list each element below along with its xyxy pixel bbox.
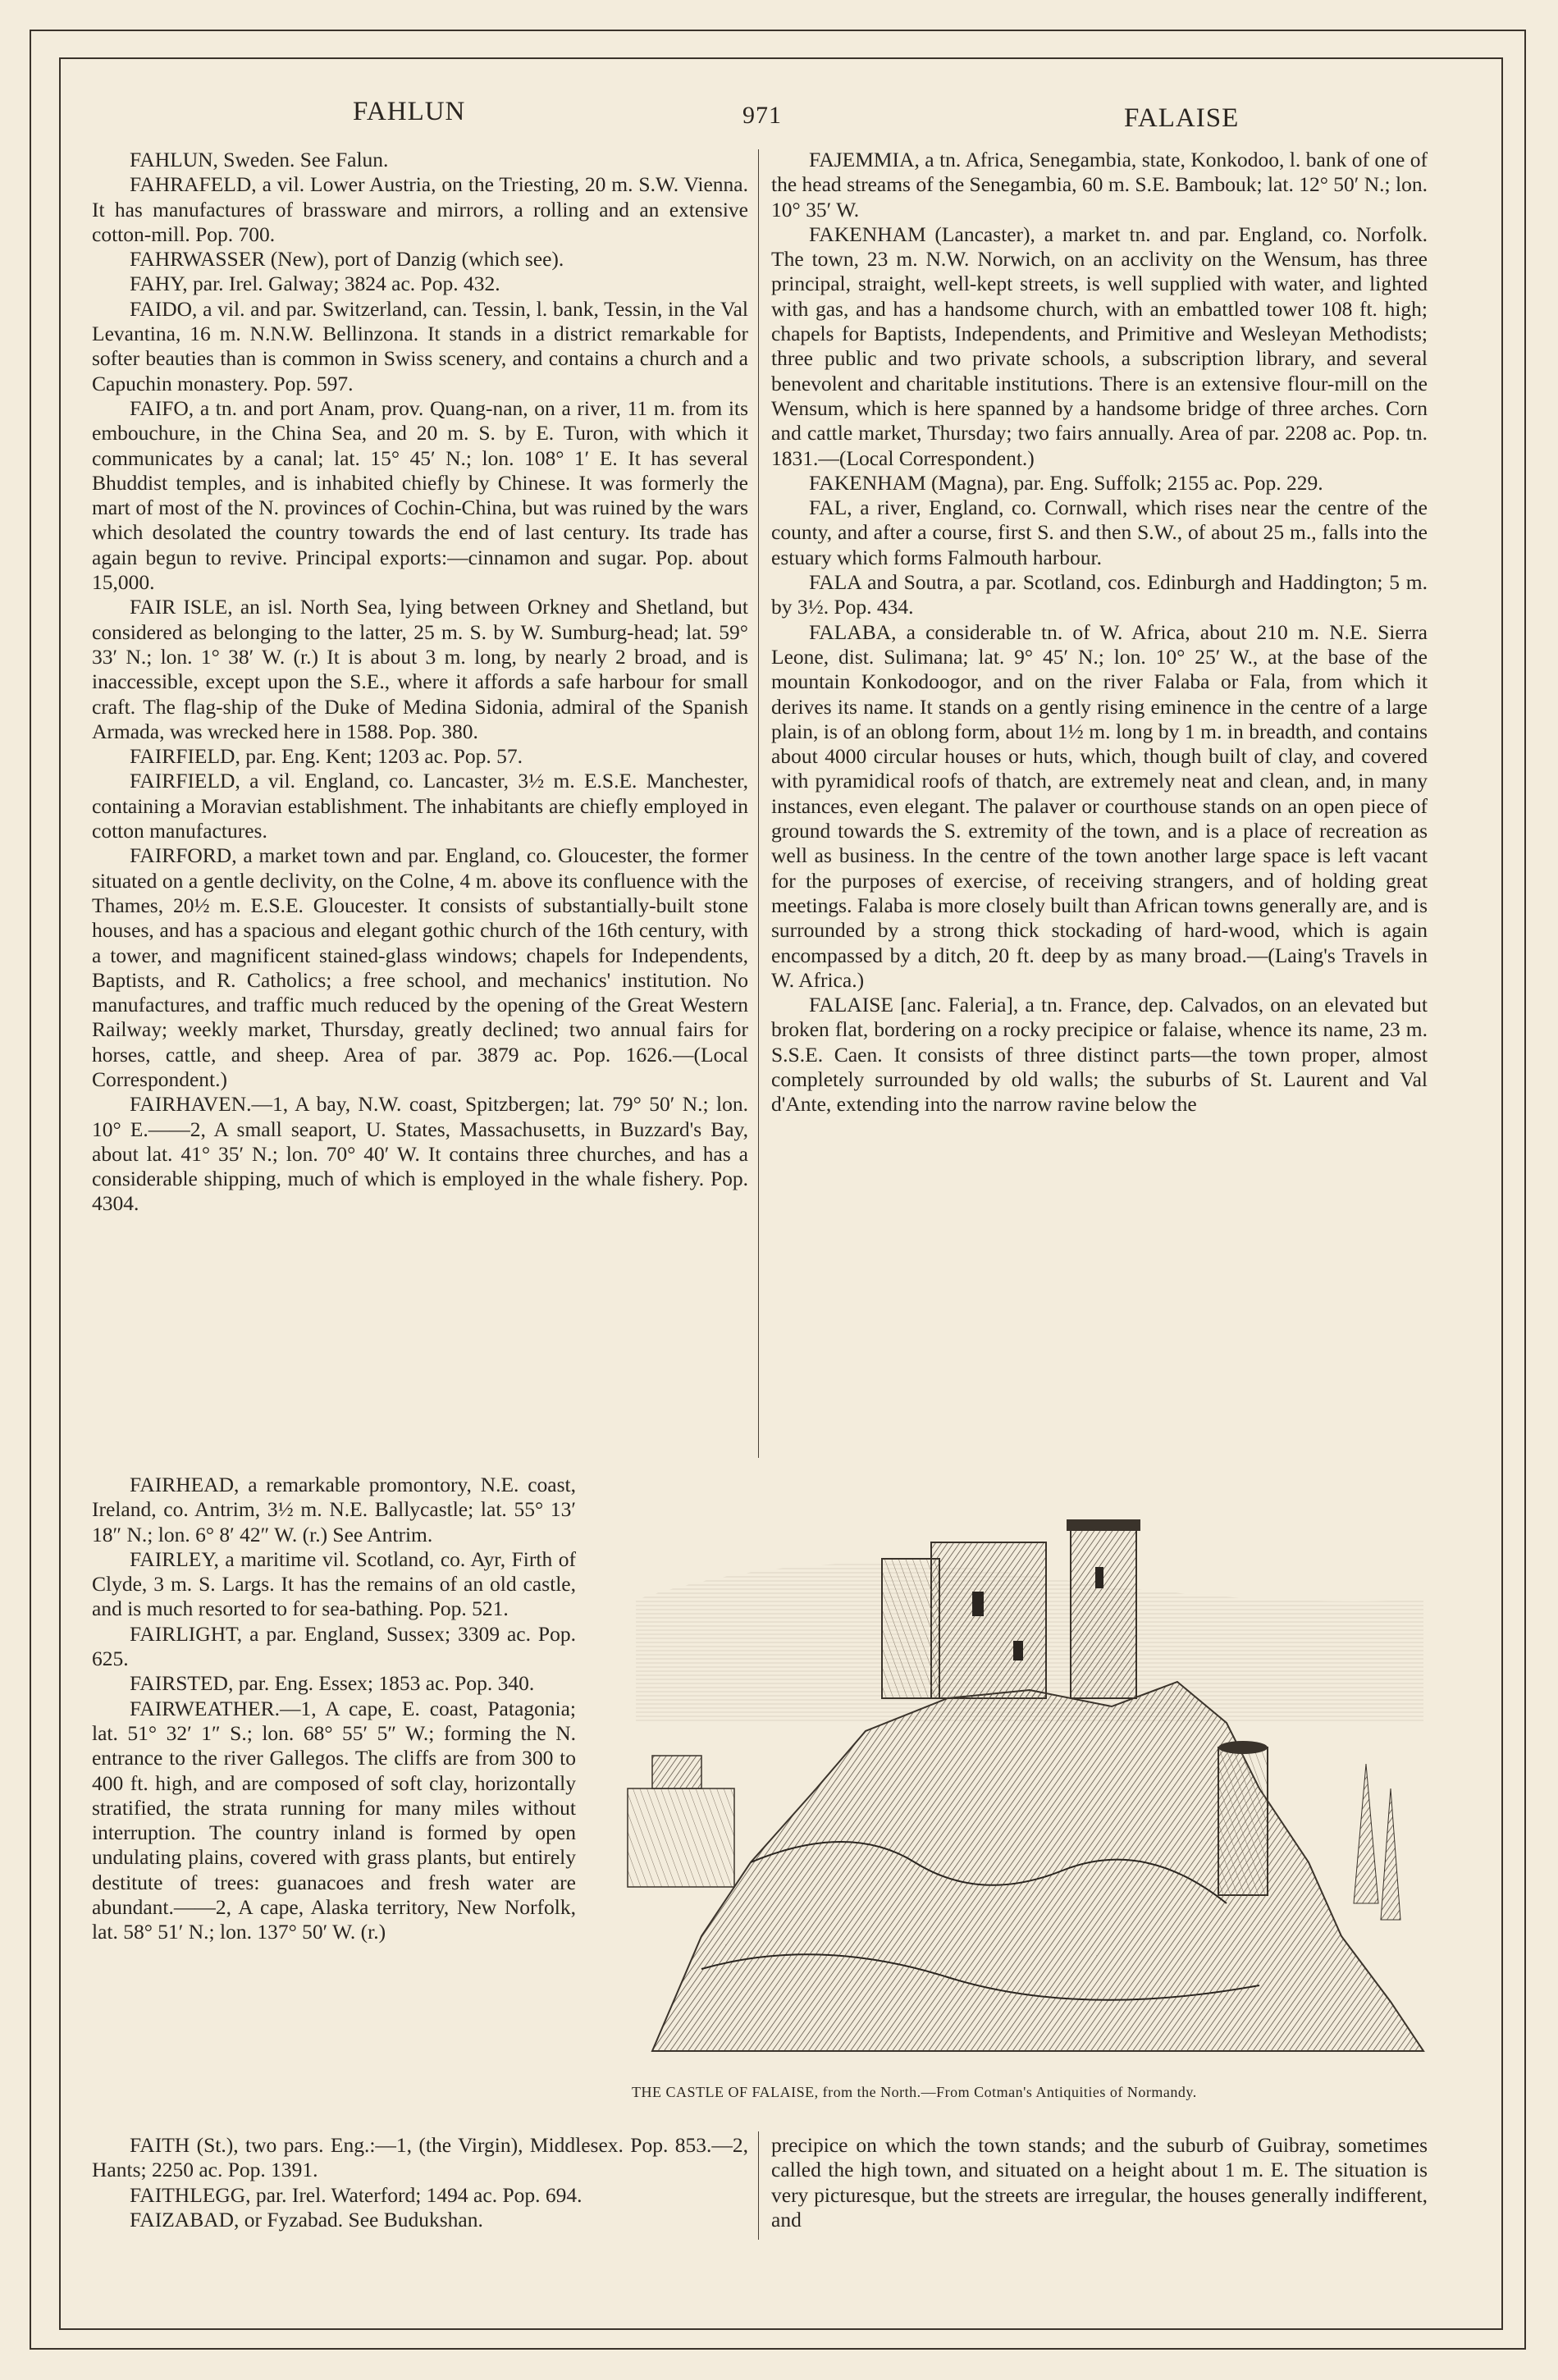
header-right-word: FALAISE — [1124, 103, 1240, 133]
entry-fahlun: FAHLUN, Sweden. See Falun. — [130, 148, 389, 171]
entry-fairlight: FAIRLIGHT, a par. England, Sussex; 3309 ac. Pop. 625. — [92, 1621, 576, 1671]
entry-fair-isle: FAIR ISLE, an isl. North Sea, lying between Orkney and Shetland, but considered as belonging to the latter, 25 m. S. by W. Sumburg-head; lat. 59° 33′ N.; lon. 1° 38′ W. (r.) It is about 3 m. long, by nearly 2 broad, and is inaccessible, except upon the S.E., where it affords a safe harbour for small craft. The flag-ship of the Duke of Medina Sidonia, admiral of the Spanish Armada, was wrecked here in 1588. Pop. 380. — [92, 595, 748, 743]
left-narrow-column — [92, 1473, 576, 1945]
entry-falaise: FALAISE [anc. Faleria], a tn. France, dep. Calvados, on an elevated but broken flat, bordering on a rocky precipice or falaise, whence its name, 23 m. S.S.E. Caen. It consists of three distinct parts—the town proper, almost completely surrounded by old walls; the suburbs of St. Laurent and Val d'Ante, extending into the narrow ravine below the — [771, 993, 1428, 1117]
right-bottom-column — [771, 2133, 1428, 2232]
column-rule — [758, 149, 759, 1458]
entry-fairfield-lancaster: FAIRFIELD, a vil. England, co. Lancaster, 3½ m. E.S.E. Manchester, containing a Moravian establishment. The inhabitants are chiefly employed in cotton manufactures. — [92, 769, 748, 843]
entry-faizabad: FAIZABAD, or Fyzabad. See Budukshan. — [130, 2207, 483, 2232]
header-left-word: FAHLUN — [353, 97, 466, 126]
page-number: 971 — [742, 102, 782, 129]
entry-faithlegg: FAITHLEGG, par. Irel. Waterford; 1494 ac. Pop. 694. — [130, 2182, 583, 2207]
entry-fakenham-magna: FAKENHAM (Magna), par. Eng. Suffolk; 2155 ac. Pop. 229. — [809, 470, 1323, 495]
entry-falaba: FALABA, a considerable tn. of W. Africa, about 210 m. N.E. Sierra Leone, dist. Sulimana; lat. 9° 45′ N.; lon. 10° 25′ W., at the base of the mountain Konkodoogor, and on the river Falaba or Fala, from which it derives its name. It stands on a gently rising eminence in the centre of a large plain, is of an oblong form, about 1½ m. long by 1 m. in breadth, and contains about 4000 circular houses or huts, which, though built of clay, and covered with pyramidical roofs of thatch, are extremely neat and clean, and, in many instances, even elegant. The palaver or courthouse stands on an open piece of ground towards the S. extremity of the town, and is a place of recreation as well as business. In the centre of the town another large space is left vacant for the purposes of exercise, of receiving strangers, and of holding great meetings. Falaba is more closely built than African towns generally are, and is surrounded by a strong thick stockading of hard-wood, which is again encompassed by a ditch, 20 ft. deep by as many broad.—(Laing's Travels in W. Africa.) — [771, 619, 1428, 992]
left-bottom-column — [92, 2133, 748, 2232]
left-column — [92, 148, 748, 1217]
right-column — [771, 148, 1428, 1117]
entry-fala: FALA and Soutra, a par. Scotland, cos. Edinburgh and Haddington; 5 m. by 3½. Pop. 434. — [771, 570, 1428, 619]
entry-fairhead: FAIRHEAD, a remarkable promontory, N.E. coast, Ireland, co. Antrim, 3½ m. N.E. Ballycastle; lat. 55° 13′ 18″ N.; lon. 6° 8′ 42″ W. (r.) See Antrim. — [92, 1473, 576, 1546]
entry-fairfield-kent: FAIRFIELD, par. Eng. Kent; 1203 ac. Pop. 57. — [130, 744, 523, 769]
entry-fal: FAL, a river, England, co. Cornwall, which rises near the centre of the county, and after a course, first S. and then S.W., of about 25 m., falls into the estuary which forms Falmouth harbour. — [771, 496, 1428, 569]
round-tower — [1218, 1741, 1268, 1895]
illustration-caption: THE CASTLE OF FALAISE, from the North.—From Cotman's Antiquities of Normandy. — [632, 2084, 1197, 2100]
entry-falaise-continued: precipice on which the town stands; and the suburb of Guibray, sometimes called the high town, and situated on a height about 1 m. E. The situation is very picturesque, but the streets are irregular, the houses generally indifferent, and — [771, 2133, 1428, 2232]
entry-faido: FAIDO, a vil. and par. Switzerland, can. Tessin, l. bank, Tessin, in the Val Levantina, 16 m. N.N.W. Bellinzona. It stands in a district remarkable for softer beauties than is common in Swiss scenery, and contains a church and a Capuchin monastery. Pop. 597. — [92, 296, 748, 395]
entry-fairsted: FAIRSTED, par. Eng. Essex; 1853 ac. Pop. 340. — [130, 1671, 535, 1696]
entry-fairhaven: FAIRHAVEN.—1, A bay, N.W. coast, Spitzbergen; lat. 79° 50′ N.; lon. 10° E.——2, A small seaport, U. States, Massachusetts, in Buzzard's Bay, about lat. 41° 35′ N.; lon. 70° 40′ W. It contains three churches, and has a considerable shipping, much of which is employed in the whale fishery. Pop. 4304. — [92, 1092, 748, 1216]
castle-engraving-illustration — [603, 1477, 1432, 2080]
entry-fakenham: FAKENHAM (Lancaster), a market tn. and par. England, co. Norfolk. The town, 23 m. N.W. Norwich, on an acclivity on the Wensum, has three principal, straight, well-kept streets, is well supplied with water, and lighted with gas, and has a handsome church, with an embattled tower 108 ft. high; chapels for Baptists, Independents, and Primitive and Wesleyan Methodists; three public and two private schools, a subscription library, and several benevolent and charitable institutions. There is an extensive flour-mill on the Wensum, which is here spanned by a handsome bridge of three arches. Corn and cattle market, Thursday; two fairs annually. Area of par. 2208 ac. Pop. tn. 1831.—(Local Correspondent.) — [771, 222, 1428, 470]
entry-fairley: FAIRLEY, a maritime vil. Scotland, co. Ayr, Firth of Clyde, 3 m. S. Largs. It has the remains of an old castle, and is much resorted to for sea-bathing. Pop. 521. — [92, 1546, 576, 1621]
column-rule-bottom — [758, 2131, 759, 2240]
entry-fahrafeld: FAHRAFELD, a vil. Lower Austria, on the Triesting, 20 m. S.W. Vienna. It has manufactures of brassware and mirrors, a rolling and an extensive cotton-mill. Pop. 700. — [92, 172, 748, 246]
entry-fahrwasser: FAHRWASSER (New), port of Danzig (which see). — [130, 247, 564, 272]
entry-faith: FAITH (St.), two pars. Eng.:—1, (the Virgin), Middlesex. Pop. 853.—2, Hants; 2250 ac. Pop. 1391. — [92, 2133, 748, 2182]
entry-fahy: FAHY, par. Irel. Galway; 3824 ac. Pop. 432. — [130, 272, 500, 296]
entry-fajemmia: FAJEMMIA, a tn. Africa, Senegambia, state, Konkodoo, l. bank of one of the head streams of the Senegambia, 60 m. S.E. Bambouk; lat. 12° 50′ N.; lon. 10° 35′ W. — [771, 148, 1428, 222]
running-header — [82, 97, 1485, 146]
entry-faifo: FAIFO, a tn. and port Anam, prov. Quang-nan, on a river, 11 m. from its embouchure, in the China Sea, and 20 m. S. by E. Turon, with which it communicates by a canal; lat. 15° 45′ N.; lon. 108° 1′ E. It has several Bhuddist temples, and is inhabited chiefly by Chinese. It was formerly the mart of most of the N. provinces of Cochin-China, but was ruined by the wars which desolated the country towards the end of last century. Its trade has again begun to revive. Principal exports:—cinnamon and sugar. Pop. about 15,000. — [92, 395, 748, 595]
entry-fairweather: FAIRWEATHER.—1, A cape, E. coast, Patagonia; lat. 51° 32′ 1″ S.; lon. 68° 55′ 5″ W.; forming the N. entrance to the river Gallegos. The cliffs are from 300 to 400 ft. high, and are composed of soft clay, horizontally stratified, the strata running for many miles without interruption. The country inland is formed by open undulating plains, covered with grass plants, but entirely destitute of trees: guanacoes and fresh water are abundant.——2, A cape, Alaska territory, New Norfolk, lat. 58° 51′ N.; lon. 137° 50′ W. (r.) — [92, 1696, 576, 1944]
entry-fairford: FAIRFORD, a market town and par. England, co. Gloucester, the former situated on a gentle declivity, on the Colne, 4 m. above its confluence with the Thames, 20½ m. E.S.E. Gloucester. It consists of substantially-built stone houses, and has a spacious and elegant gothic church of the 16th century, with a tower, and magnificent stained-glass windows; chapels for Independents, Baptists, and R. Catholics; a free school, and mechanics' institution. No manufactures, and traffic much reduced by the opening of the Great Western Railway; weekly market, Thursday, greatly declined; two annual fairs for horses, cattle, and sheep. Area of par. 3879 ac. Pop. 1626.—(Local Correspondent.) — [92, 843, 748, 1091]
